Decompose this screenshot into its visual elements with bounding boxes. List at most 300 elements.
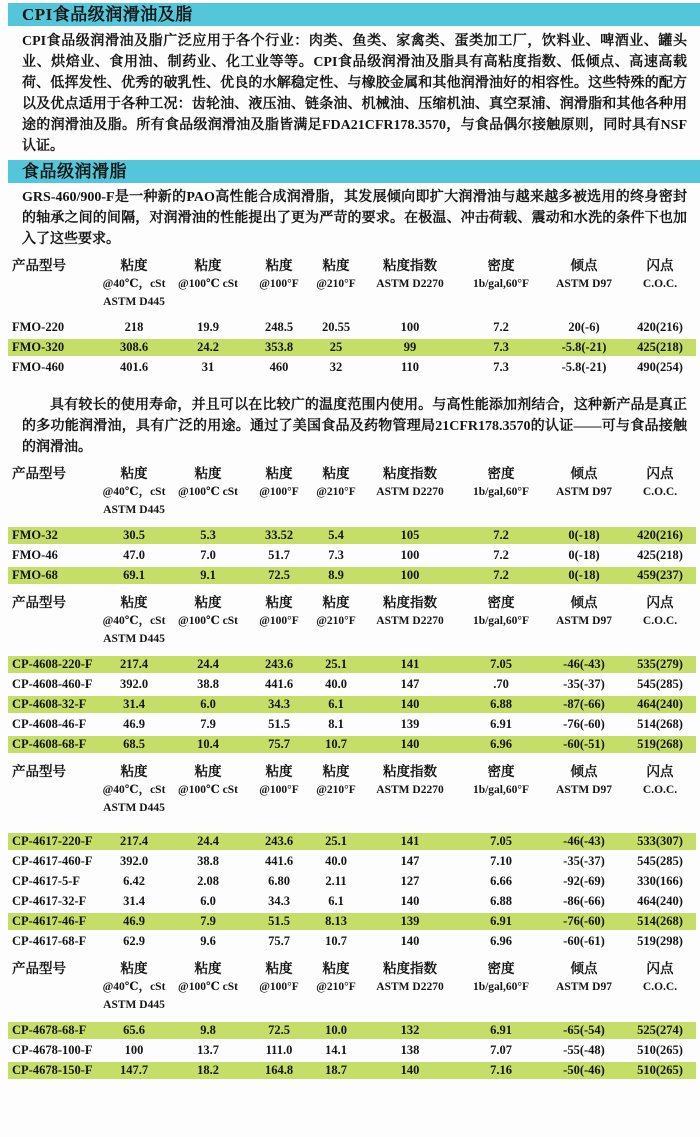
column-header: 密度 <box>487 764 515 779</box>
value-cell: 243.6 <box>248 656 310 673</box>
column-header: @40℃，cSt <box>102 784 166 796</box>
value-cell: 111.0 <box>265 1043 293 1057</box>
column-header: 粘度指数 <box>383 258 437 273</box>
value-cell: 7.16 <box>458 1062 544 1079</box>
column-header: 1b/gal,60°F <box>472 784 530 796</box>
column-header <box>362 503 458 524</box>
value-cell: 6.91 <box>458 913 544 930</box>
column-header: ASTM D445 <box>103 999 165 1011</box>
table-row <box>8 527 696 544</box>
value-cell: 545(285) <box>637 677 683 691</box>
table-header-row <box>8 295 696 316</box>
value-cell: 24.4 <box>168 656 248 673</box>
value-cell: 18.2 <box>168 1062 248 1079</box>
value-cell: 139 <box>362 913 458 930</box>
column-header: 粘度 <box>194 258 222 273</box>
column-header: 闪点 <box>646 595 674 610</box>
value-cell: 75.7 <box>268 934 290 948</box>
value-cell: -86(-66) <box>563 894 605 908</box>
column-header: C.O.C. <box>642 784 678 796</box>
column-header <box>458 295 544 316</box>
column-header: C.O.C. <box>642 278 678 290</box>
table-header-row <box>8 763 696 780</box>
column-header: @100°F <box>259 486 299 498</box>
column-header: @210°F <box>316 784 356 796</box>
value-cell: 20.55 <box>321 320 351 334</box>
value-cell: 0(-18) <box>544 567 624 584</box>
column-header: ASTM D97 <box>556 981 612 993</box>
column-header: 倾点 <box>570 466 598 481</box>
table-row <box>8 547 696 564</box>
value-cell: 147.7 <box>100 1062 168 1079</box>
column-header: 粘度 <box>265 258 293 273</box>
value-cell: 8.1 <box>328 717 344 731</box>
column-header <box>168 503 248 524</box>
value-cell: 30.5 <box>100 527 168 544</box>
value-cell: 140 <box>362 1062 458 1079</box>
value-cell: 72.5 <box>248 1022 310 1039</box>
value-cell: 392.0 <box>119 854 149 868</box>
table-header-row <box>8 277 696 292</box>
value-cell: -60(-61) <box>563 934 605 948</box>
value-cell: 401.6 <box>119 360 149 374</box>
column-header: 粘度 <box>120 595 148 610</box>
value-cell: 510(265) <box>637 1043 683 1057</box>
product-model-cell: CP-4617-5-F <box>12 874 81 888</box>
column-header: 粘度 <box>120 764 148 779</box>
value-cell: 7.2 <box>493 548 509 562</box>
table-header-row <box>8 632 696 653</box>
column-header: 粘度 <box>265 764 293 779</box>
column-header <box>8 632 100 653</box>
column-header: ASTM D97 <box>556 615 612 627</box>
product-model-cell: CP-4617-460-F <box>12 854 93 868</box>
value-cell: 138 <box>400 1043 420 1057</box>
table-row <box>8 656 696 673</box>
value-cell: 110 <box>400 360 420 374</box>
column-header <box>544 503 624 524</box>
value-cell: -65(-54) <box>544 1022 624 1039</box>
value-cell: 5.3 <box>168 527 248 544</box>
table-row <box>8 1062 696 1079</box>
product-model-cell: CP-4617-46-F <box>8 913 100 930</box>
value-cell: 7.05 <box>458 656 544 673</box>
column-header <box>624 295 696 316</box>
value-cell: 514(268) <box>637 717 683 731</box>
table-row <box>8 696 696 713</box>
value-cell: 6.1 <box>310 696 362 713</box>
column-header <box>310 295 362 316</box>
value-cell: 330(166) <box>637 874 683 888</box>
value-cell: 10.7 <box>325 934 347 948</box>
value-cell: 9.1 <box>168 567 248 584</box>
column-header: @100°F <box>259 981 299 993</box>
column-header <box>624 503 696 524</box>
value-cell: -92(-69) <box>563 874 605 888</box>
value-cell: 34.3 <box>268 894 290 908</box>
fmo-table-low-viscosity <box>8 462 696 587</box>
value-cell: 7.0 <box>200 548 216 562</box>
column-header: 产品型号 <box>12 258 66 273</box>
column-header: 粘度指数 <box>383 764 437 779</box>
table-header-row <box>8 465 696 482</box>
value-cell: 6.91 <box>458 1022 544 1039</box>
value-cell: 5.4 <box>310 527 362 544</box>
column-header: 粘度 <box>194 466 222 481</box>
column-header <box>362 295 458 316</box>
table-row <box>8 319 696 336</box>
value-cell: 7.10 <box>490 854 512 868</box>
column-header <box>248 503 310 524</box>
value-cell: -76(-60) <box>563 717 605 731</box>
section-title-bar-grease <box>8 160 700 183</box>
column-header: 倾点 <box>570 961 598 976</box>
column-header <box>168 998 248 1019</box>
value-cell: 69.1 <box>100 567 168 584</box>
value-cell: 62.9 <box>123 934 145 948</box>
column-header: @40℃，cSt <box>102 981 166 993</box>
product-model-cell: CP-4608-68-F <box>8 736 100 753</box>
table-header-row <box>8 801 696 830</box>
value-cell: 10.0 <box>310 1022 362 1039</box>
column-header: @100℃ cSt <box>178 486 238 498</box>
column-header: @100℃ cSt <box>178 784 238 796</box>
value-cell: 420(216) <box>637 320 683 334</box>
cp4608-table <box>8 591 696 756</box>
value-cell: 68.5 <box>100 736 168 753</box>
value-cell: 33.52 <box>248 527 310 544</box>
value-cell: 441.6 <box>264 854 294 868</box>
value-cell: 140 <box>362 736 458 753</box>
column-header: 粘度 <box>322 764 350 779</box>
table-row <box>8 873 696 890</box>
value-cell: 217.4 <box>100 656 168 673</box>
value-cell: 140 <box>400 934 420 948</box>
value-cell: 140 <box>400 894 420 908</box>
value-cell: 441.6 <box>264 677 294 691</box>
value-cell: 392.0 <box>119 677 149 691</box>
column-header: 倾点 <box>570 258 598 273</box>
value-cell: 2.11 <box>325 874 347 888</box>
value-cell: 31 <box>201 360 215 374</box>
value-cell: 24.2 <box>168 339 248 356</box>
value-cell: 6.80 <box>268 874 290 888</box>
value-cell: 535(279) <box>624 656 696 673</box>
value-cell: 425(218) <box>624 339 696 356</box>
value-cell: 7.2 <box>493 320 509 334</box>
value-cell: 464(240) <box>624 696 696 713</box>
column-header: @210°F <box>316 615 356 627</box>
column-header <box>168 295 248 316</box>
table-row <box>8 853 696 870</box>
column-header: 粘度 <box>194 961 222 976</box>
table-row <box>8 913 696 930</box>
product-model-cell: CP-4617-220-F <box>8 833 100 850</box>
column-header: 闪点 <box>646 764 674 779</box>
column-header: ASTM D445 <box>103 633 165 645</box>
column-header: 粘度 <box>265 466 293 481</box>
value-cell: 141 <box>362 833 458 850</box>
value-cell: -46(-43) <box>544 656 624 673</box>
product-model-cell: CP-4608-46-F <box>12 717 87 731</box>
product-model-cell: CP-4617-32-F <box>12 894 87 908</box>
value-cell: 13.7 <box>197 1043 219 1057</box>
table-row <box>8 1022 696 1039</box>
column-header <box>248 632 310 653</box>
column-header: 粘度指数 <box>383 466 437 481</box>
value-cell: 14.1 <box>325 1043 347 1057</box>
value-cell: 6.96 <box>458 736 544 753</box>
column-header <box>310 801 362 830</box>
column-header <box>544 632 624 653</box>
table-header-row <box>8 980 696 995</box>
value-cell: 525(274) <box>624 1022 696 1039</box>
column-header: 粘度 <box>265 595 293 610</box>
value-cell: -50(-46) <box>544 1062 624 1079</box>
value-cell: 31.4 <box>123 894 145 908</box>
value-cell: 105 <box>362 527 458 544</box>
column-header <box>8 998 100 1019</box>
value-cell: 243.6 <box>248 833 310 850</box>
value-cell: 7.2 <box>458 527 544 544</box>
column-header: ASTM D2270 <box>376 981 444 993</box>
value-cell: 25.1 <box>310 656 362 673</box>
column-header: @210°F <box>316 278 356 290</box>
fmo-table-high-viscosity <box>8 254 696 379</box>
column-header: C.O.C. <box>642 486 678 498</box>
value-cell: -5.8(-21) <box>544 339 624 356</box>
column-header: 闪点 <box>646 258 674 273</box>
value-cell: 8.13 <box>310 913 362 930</box>
value-cell: 353.8 <box>248 339 310 356</box>
value-cell: 545(285) <box>637 854 683 868</box>
value-cell: 519(298) <box>637 934 683 948</box>
column-header <box>624 632 696 653</box>
column-header: 粘度 <box>322 258 350 273</box>
column-header: C.O.C. <box>642 981 678 993</box>
column-header: 粘度指数 <box>383 961 437 976</box>
table-row <box>8 833 696 850</box>
product-model-cell: CP-4678-150-F <box>8 1062 100 1079</box>
column-header <box>544 801 624 830</box>
column-header: 密度 <box>487 258 515 273</box>
column-header: ASTM D2270 <box>376 486 444 498</box>
column-header: 粘度指数 <box>383 595 437 610</box>
value-cell: 7.05 <box>458 833 544 850</box>
column-header: @40℃，cSt <box>102 278 166 290</box>
value-cell: 425(218) <box>637 548 683 562</box>
table-header-row <box>8 614 696 629</box>
value-cell: 9.8 <box>168 1022 248 1039</box>
value-cell: 0(-18) <box>544 527 624 544</box>
value-cell: 139 <box>400 717 420 731</box>
column-header: ASTM D445 <box>103 504 165 516</box>
value-cell: 8.9 <box>310 567 362 584</box>
column-header: 产品型号 <box>12 764 66 779</box>
value-cell: 100 <box>400 548 420 562</box>
column-header: @100℃ cSt <box>178 615 238 627</box>
value-cell: 459(237) <box>624 567 696 584</box>
value-cell: -35(-37) <box>563 677 605 691</box>
value-cell: 46.9 <box>100 913 168 930</box>
column-header: 粘度 <box>322 466 350 481</box>
column-header <box>168 801 248 830</box>
column-header: 粘度 <box>194 764 222 779</box>
column-header: 产品型号 <box>12 466 66 481</box>
value-cell: 6.88 <box>458 696 544 713</box>
value-cell: 7.3 <box>458 339 544 356</box>
value-cell: 47.0 <box>123 548 145 562</box>
value-cell: 217.4 <box>100 833 168 850</box>
datasheet-page <box>0 3 700 1082</box>
value-cell: -55(-48) <box>563 1043 605 1057</box>
value-cell: 7.9 <box>200 717 216 731</box>
column-header: 闪点 <box>646 466 674 481</box>
value-cell: 46.9 <box>123 717 145 731</box>
intro-paragraph: CPI食品级润滑油及脂广泛应用于各个行业：肉类、鱼类、家禽类、蛋类加工厂，饮料业、啤酒业、罐头业、烘焙业、食用油、制药业、化工业等等。CPI食品级润滑油及脂具有高粘度指数、低倾点、高速高载荷、低挥发性、优秀的破乳性、优良的水解稳定性、与橡胶金属和其他润滑油好的相容性。这些特殊的配方以及优点适用于各种工况：齿轮油、液压油、链条油、机械油、压缩机油、真空泵浦、润滑脂和其他各种用途的润滑油及脂。所有食品级润滑油及脂皆满足FDA21CFR178.3570，与食品偶尔接触原则，同时具有NSF认证。 <box>22 34 687 154</box>
column-header <box>310 503 362 524</box>
value-cell: .70 <box>493 677 509 691</box>
value-cell: 218 <box>124 320 144 334</box>
section-title-bar-oils <box>8 3 700 26</box>
column-header: ASTM D2270 <box>376 615 444 627</box>
column-header <box>624 801 696 830</box>
value-cell: 0(-18) <box>568 548 600 562</box>
value-cell: 51.7 <box>268 548 290 562</box>
value-cell: 147 <box>400 854 420 868</box>
value-cell: 6.66 <box>490 874 512 888</box>
value-cell: -76(-60) <box>544 913 624 930</box>
column-header <box>8 485 100 500</box>
value-cell: -87(-66) <box>544 696 624 713</box>
value-cell: 51.5 <box>268 717 290 731</box>
value-cell: 164.8 <box>248 1062 310 1079</box>
column-header: 粘度 <box>120 258 148 273</box>
column-header: @210°F <box>316 981 356 993</box>
section-title-grease: 食品级润滑脂 <box>22 162 127 181</box>
value-cell: 140 <box>362 696 458 713</box>
product-model-cell: FMO-46 <box>12 548 58 562</box>
column-header <box>544 998 624 1019</box>
value-cell: 51.5 <box>248 913 310 930</box>
value-cell: 72.5 <box>248 567 310 584</box>
value-cell: 40.0 <box>325 854 347 868</box>
column-header <box>362 632 458 653</box>
column-header <box>8 980 100 995</box>
product-model-cell: CP-4608-460-F <box>12 677 93 691</box>
column-header: @210°F <box>316 486 356 498</box>
value-cell: 127 <box>400 874 420 888</box>
column-header: @40℃，cSt <box>102 615 166 627</box>
column-header: 粘度 <box>120 466 148 481</box>
value-cell: 6.0 <box>168 696 248 713</box>
column-header: 倾点 <box>570 595 598 610</box>
value-cell: 20(-6) <box>568 320 600 334</box>
table-row <box>8 359 696 376</box>
value-cell: 7.3 <box>328 548 344 562</box>
column-header: @40℃，cSt <box>102 486 166 498</box>
column-header: 闪点 <box>646 961 674 976</box>
column-header: 1b/gal,60°F <box>472 981 530 993</box>
product-model-cell: CP-4617-68-F <box>12 934 87 948</box>
value-cell: 25.1 <box>310 833 362 850</box>
column-header: @100°F <box>259 278 299 290</box>
column-header: 粘度 <box>322 595 350 610</box>
table-header-row <box>8 485 696 500</box>
value-cell: 65.6 <box>100 1022 168 1039</box>
value-cell: 490(254) <box>637 360 683 374</box>
value-cell: 464(240) <box>637 894 683 908</box>
table-row <box>8 1042 696 1059</box>
value-cell: 18.7 <box>310 1062 362 1079</box>
column-header <box>544 295 624 316</box>
value-cell: 460 <box>269 360 289 374</box>
value-cell: 38.8 <box>197 677 219 691</box>
table-row <box>8 716 696 733</box>
value-cell: 533(307) <box>624 833 696 850</box>
table-row <box>8 567 696 584</box>
table-header-row <box>8 960 696 977</box>
column-header: 粘度 <box>120 961 148 976</box>
product-model-cell: CP-4608-32-F <box>8 696 100 713</box>
value-cell: 2.08 <box>197 874 219 888</box>
column-header: ASTM D2270 <box>376 278 444 290</box>
grease-paragraph: GRS-460/900-F是一种新的PAO高性能合成润滑脂，其发展倾向即扩大润滑油与越来越多被选用的终身密封的轴承之间的间隔，对润滑油的性能提出了更为严苛的要求。在极温、冲击荷载、震动和水洗的条件下也加入了这些要求。 <box>22 190 687 247</box>
value-cell: 38.8 <box>197 854 219 868</box>
column-header <box>458 998 544 1019</box>
cp4617-table <box>8 760 696 953</box>
column-header: C.O.C. <box>642 615 678 627</box>
table-row <box>8 676 696 693</box>
column-header: 1b/gal,60°F <box>472 615 530 627</box>
column-header: @100°F <box>259 784 299 796</box>
column-header: ASTM D97 <box>556 278 612 290</box>
column-header: ASTM D97 <box>556 784 612 796</box>
value-cell: 40.0 <box>325 677 347 691</box>
value-cell: 141 <box>362 656 458 673</box>
column-header: 倾点 <box>570 764 598 779</box>
table-header-row <box>8 783 696 798</box>
value-cell: -46(-43) <box>544 833 624 850</box>
column-header <box>8 801 100 830</box>
product-model-cell: FMO-220 <box>12 320 65 334</box>
column-header: 1b/gal,60°F <box>472 486 530 498</box>
value-cell: 7.9 <box>168 913 248 930</box>
column-header <box>310 632 362 653</box>
value-cell: -60(-51) <box>544 736 624 753</box>
value-cell: 132 <box>362 1022 458 1039</box>
value-cell: 7.2 <box>458 567 544 584</box>
value-cell: 6.88 <box>490 894 512 908</box>
section-title-oils: CPI食品级润滑油及脂 <box>22 5 193 24</box>
product-model-cell: CP-4608-220-F <box>8 656 100 673</box>
table-header-row <box>8 257 696 274</box>
value-cell: 34.3 <box>248 696 310 713</box>
value-cell: 7.3 <box>493 360 509 374</box>
column-header: 密度 <box>487 961 515 976</box>
column-header <box>248 295 310 316</box>
column-header: 粘度 <box>322 961 350 976</box>
column-header: 产品型号 <box>12 961 66 976</box>
table-row <box>8 736 696 753</box>
table-header-row <box>8 594 696 611</box>
value-cell: 100 <box>362 567 458 584</box>
column-header <box>458 503 544 524</box>
column-header: ASTM D97 <box>556 486 612 498</box>
column-header <box>8 783 100 798</box>
value-cell: 248.5 <box>264 320 294 334</box>
value-cell: 19.9 <box>197 320 219 334</box>
